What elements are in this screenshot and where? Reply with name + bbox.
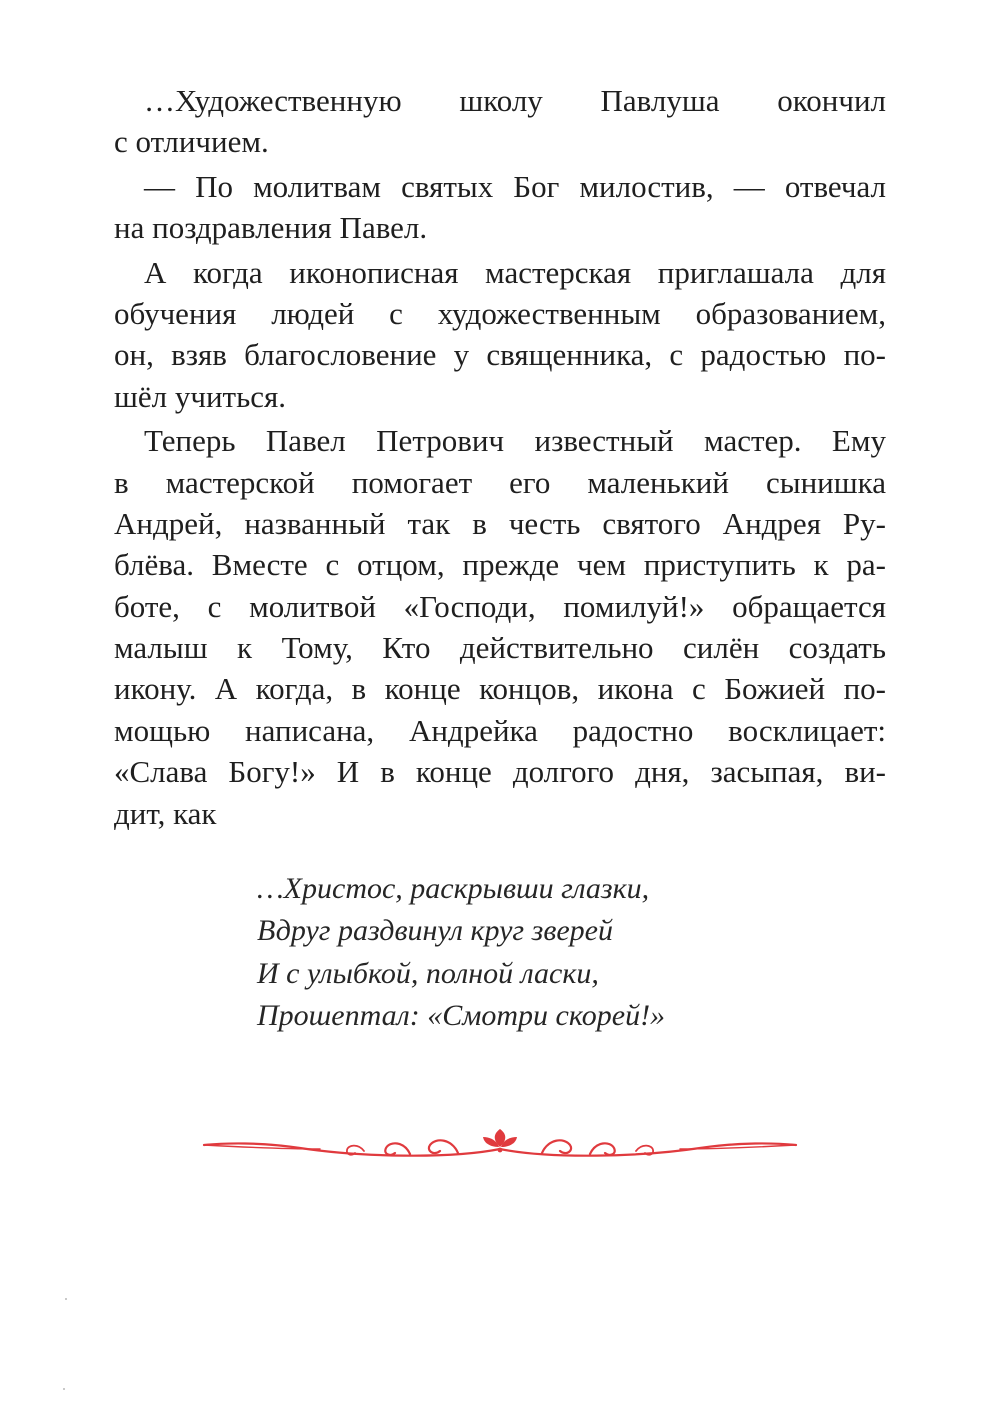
- paragraph: [114, 420, 886, 834]
- text-line: на поздравления Павел.: [114, 210, 428, 246]
- text-line: А когда иконописная мастерская приглашала для: [144, 254, 886, 290]
- poem-line: Вдруг раздвинул круг зверей: [257, 914, 613, 948]
- text-line: боте, с молитвой «Господи, помилуй!» обращается: [114, 588, 886, 624]
- paragraph: [114, 80, 886, 163]
- text-line: — По молитвам святых Бог милостив, — отвечал: [144, 168, 886, 204]
- text-line: блёва. Вместе с отцом, прежде чем приступить к ра-: [114, 547, 886, 583]
- text-line: …Художественную школу Павлуша окончил: [144, 83, 886, 118]
- text-line: Андрей, названный так в честь святого Андрея Ру-: [114, 505, 886, 541]
- flourish-divider-icon: [200, 1123, 800, 1167]
- text-line: мощью написана, Андрейка радостно восклицает:: [114, 712, 886, 748]
- text-line: «Слава Богу!» И в конце долгого дня, засыпая, ви-: [114, 754, 886, 790]
- text-line: с отличием.: [114, 124, 269, 160]
- text-line: шёл учиться.: [114, 378, 286, 414]
- paragraph: [114, 166, 886, 249]
- prose-text: [114, 80, 886, 834]
- text-line: икону. А когда, в конце концов, икона с Божией по-: [114, 671, 886, 707]
- text-line: дит, как: [114, 795, 217, 831]
- poem-line: И с улыбкой, полной ласки,: [257, 956, 599, 990]
- poem-line: …Христос, раскрывши глазки,: [257, 872, 650, 905]
- scan-speck: [63, 1388, 65, 1390]
- text-line: обучения людей с художественным образованием,: [114, 295, 886, 331]
- paragraph: [114, 252, 886, 418]
- poem-line: Прошептал: «Смотри скорей!»: [257, 998, 666, 1032]
- text-line: в мастерской помогает его маленький сынишка: [114, 464, 886, 500]
- text-line: Теперь Павел Петрович известный мастер. Ему: [144, 423, 886, 459]
- text-line: малыш к Тому, Кто действительно силён создать: [114, 630, 886, 666]
- scan-speck: [65, 1298, 67, 1300]
- text-line: он, взяв благословение у священника, с радостью по-: [114, 337, 886, 373]
- poem-stanza: [257, 868, 817, 1037]
